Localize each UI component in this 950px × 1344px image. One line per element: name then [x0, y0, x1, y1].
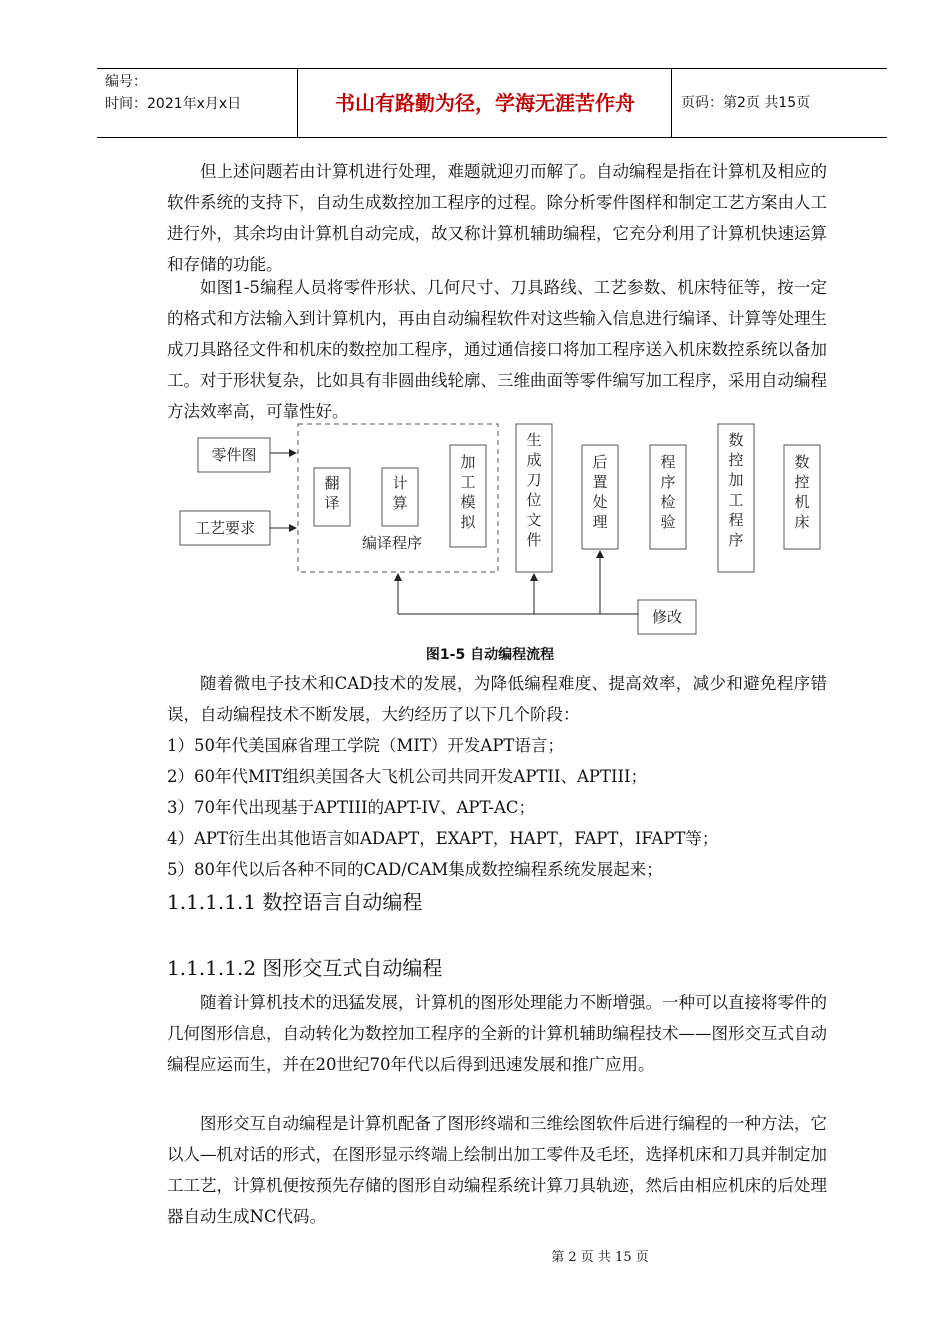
paragraph-2: 如图1-5编程人员将零件形状、几何尺寸、刀具路线、工艺参数、机床特征等，按一定的格式和方法输入到计算机内，再由自动编程软件对这些输入信息进行编译、计算等处理生成刀具路径文件和机床的数控加工程序，通过通信接口将加工程序送入机床数控系统以备加工。对于形状复杂，比如具有非圆曲线轮廓、三维曲面等零件编写加工程序，采用自动编程方法效率高，可靠性好。 [167, 278, 827, 421]
sim-char: 工 [460, 473, 476, 491]
paragraph-3: 随着微电子技术和CAD技术的发展，为降低编程难度、提高效率，减少和避免程序错误，自动编程技术不断发展，大约经历了以下几个阶段： [167, 674, 827, 724]
check-char: 序 [660, 473, 676, 491]
part-drawing-label: 零件图 [211, 446, 257, 464]
machine-char: 数 [794, 453, 810, 471]
check-char: 程 [660, 453, 676, 471]
toolpath-char: 位 [526, 491, 542, 509]
ncprog-char: 加 [728, 471, 744, 489]
header-page-info: 页码：第2页 共15页 [681, 95, 811, 111]
ncprog-char: 控 [728, 451, 744, 469]
flow-diagram [0, 410, 950, 642]
post-char: 置 [592, 473, 608, 491]
machine-char: 机 [794, 493, 810, 511]
sim-char: 模 [460, 493, 476, 511]
modify-label: 修改 [651, 608, 683, 626]
page-header [97, 68, 887, 138]
machine-char: 控 [794, 473, 810, 491]
check-char: 验 [660, 513, 676, 531]
sim-char: 加 [460, 453, 476, 471]
compiler-label: 编译程序 [361, 534, 423, 552]
list-item: 3）70年代出现基于APTIII的APT-IV、APT-AC； [167, 798, 535, 817]
process-req-label: 工艺要求 [194, 519, 256, 537]
ncprog-char: 序 [728, 531, 744, 549]
code-label: 编号： [105, 74, 147, 90]
toolpath-char: 文 [526, 511, 542, 529]
heading-language-programming: 1.1.1.1.1 数控语言自动编程 [167, 890, 423, 914]
list-item: 4）APT衍生出其他语言如ADAPT，EXAPT，HAPT，FAPT，IFAPT等； [167, 829, 719, 848]
toolpath-char: 件 [526, 531, 542, 549]
header-divider [671, 69, 672, 137]
header-divider [297, 69, 298, 137]
post-char: 理 [592, 513, 608, 531]
list-item: 1）50年代美国麻省理工学院（MIT）开发APT语言； [167, 736, 564, 755]
sim-char: 拟 [460, 513, 476, 531]
ncprog-char: 程 [728, 511, 744, 529]
heading-graphic-programming: 1.1.1.1.2 图形交互式自动编程 [167, 956, 443, 980]
paragraph-5: 图形交互自动编程是计算机配备了图形终端和三维绘图软件后进行编程的一种方法，它以人—机对话的形式，在图形显示终端上绘制出加工零件及毛坯，选择机床和刀具并制定加工工艺，计算机便按预先存储的图形自动编程系统计算刀具轨迹，然后由相应机床的后处理器自动生成NC代码。 [167, 1114, 827, 1226]
page-footer: 第 2 页 共 15 页 [551, 1250, 649, 1265]
ncprog-char: 工 [728, 491, 744, 509]
translate-char: 译 [324, 494, 340, 512]
paragraph-4: 随着计算机技术的迅猛发展，计算机的图形处理能力不断增强。一种可以直接将零件的几何图形信息，自动转化为数控加工程序的全新的计算机辅助编程技术——图形交互式自动编程应运而生，并在20世纪70年代以后得到迅速发展和推广应用。 [167, 993, 827, 1074]
ncprog-char: 数 [728, 431, 744, 449]
toolpath-char: 成 [526, 451, 542, 469]
check-char: 检 [660, 493, 676, 511]
time-label: 时间：2021年x月x日 [105, 96, 242, 112]
toolpath-char: 刀 [526, 471, 542, 489]
post-char: 后 [592, 453, 608, 471]
list-item: 2）60年代MIT组织美国各大飞机公司共同开发APTII、APTIII； [167, 767, 648, 786]
machine-char: 床 [794, 513, 810, 531]
compute-char: 计 [392, 474, 408, 492]
post-char: 处 [592, 493, 608, 511]
translate-char: 翻 [324, 474, 340, 492]
paragraph-1: 但上述问题若由计算机进行处理，难题就迎刃而解了。自动编程是指在计算机及相应的软件系统的支持下，自动生成数控加工程序的过程。除分析零件图样和制定工艺方案由人工进行外，其余均由计算机自动完成，故又称计算机辅助编程，它充分利用了计算机快速运算和存储的功能。 [167, 162, 827, 274]
header-meta [105, 71, 297, 115]
header-motto: 书山有路勤为径，学海无涯苦作舟 [335, 91, 635, 115]
figure-caption: 图1-5 自动编程流程 [425, 647, 555, 663]
list-item: 5）80年代以后各种不同的CAD/CAM集成数控编程系统发展起来； [167, 860, 663, 879]
compute-char: 算 [392, 494, 408, 512]
toolpath-char: 生 [526, 431, 542, 449]
